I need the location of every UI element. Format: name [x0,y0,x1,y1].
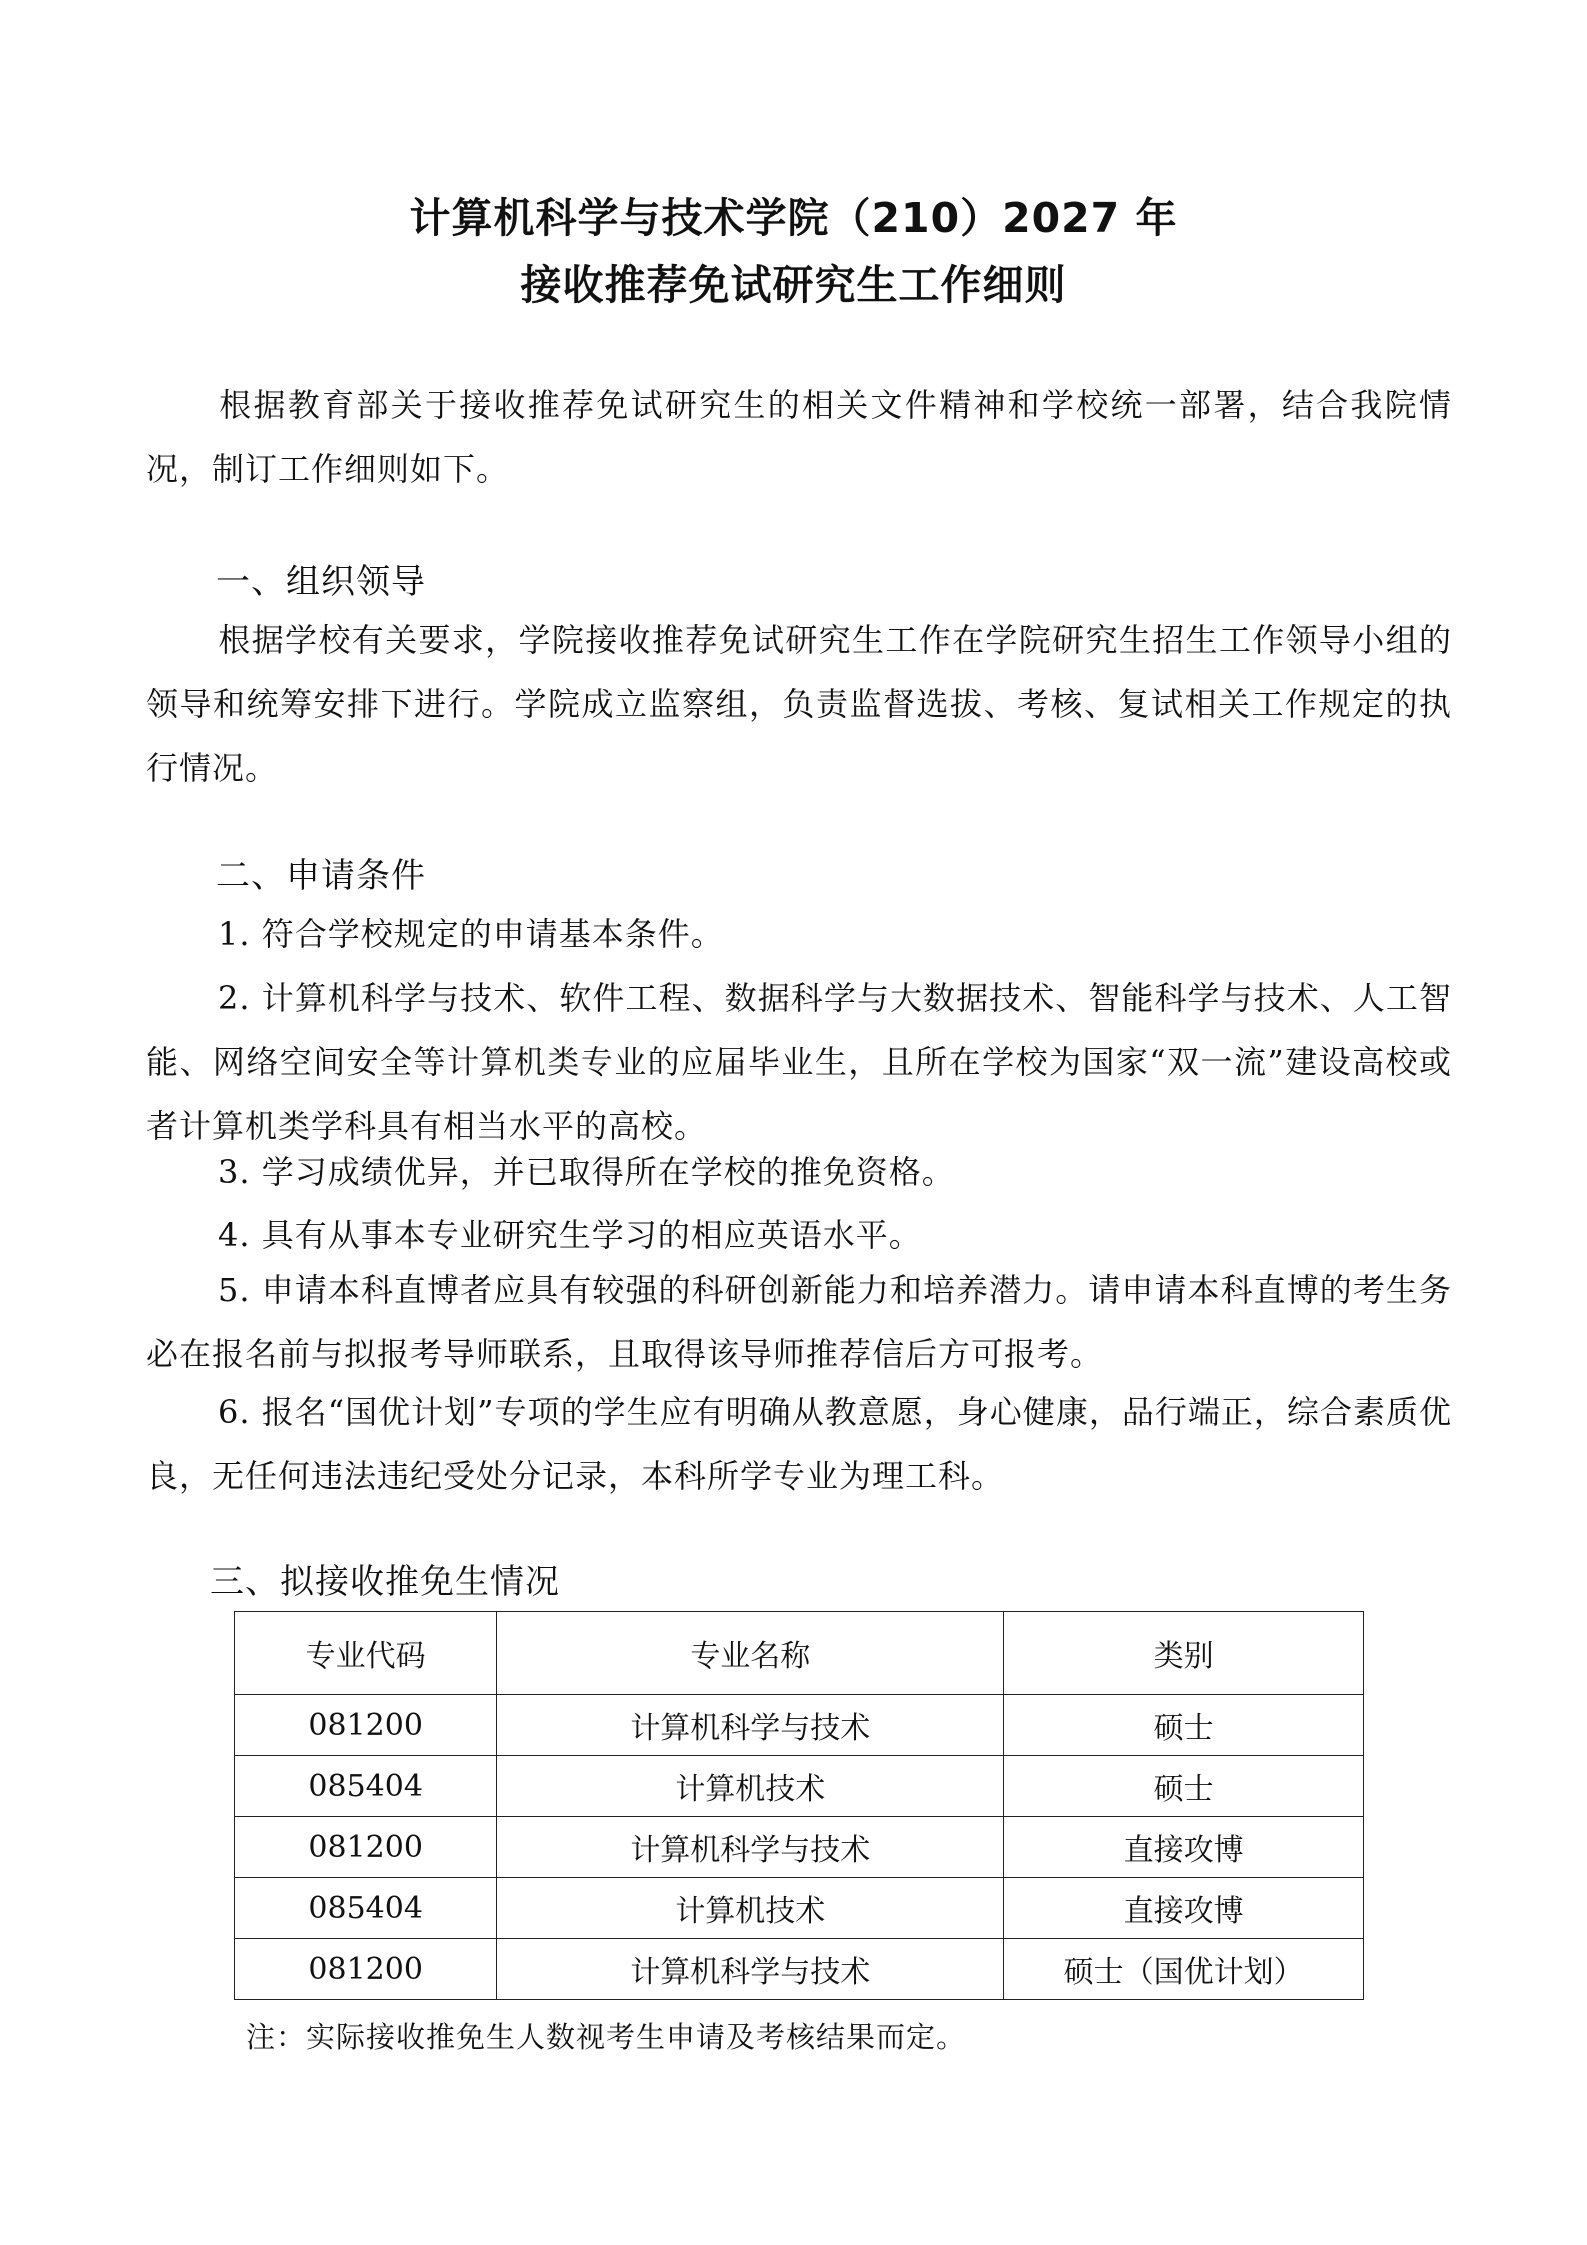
cell-category: 直接攻博 [1004,1817,1364,1878]
table-header-row [235,1612,1364,1695]
condition-item-5: 5. 申请本科直博者应具有较强的科研创新能力和培养潜力。请申请本科直博的考生务必在报名前与拟报考导师联系，且取得该导师推荐信后方可报考。 [146,1271,1452,1373]
section1-paragraph [146,608,1452,800]
cell-category: 硕士 [1004,1756,1364,1817]
cell-code: 081200 [235,1695,497,1756]
document-title-line1: 计算机科学与技术学院（210）2027 年 [409,194,1178,242]
header-major-name: 专业名称 [497,1612,1004,1695]
section1-text: 根据学校有关要求，学院接收推荐免试研究生工作在学院研究生招生工作领导小组的领导和统筹安排下进行。学院成立监察组，负责监督选拔、考核、复试相关工作规定的执行情况。 [146,621,1452,787]
cell-code: 085404 [235,1756,497,1817]
cell-name: 计算机技术 [497,1878,1004,1939]
condition-item-6: 6. 报名“国优计划”专项的学生应有明确从教意愿，身心健康，品行端正，综合素质优良，无任何违法违纪受处分记录，本科所学专业为理工科。 [146,1393,1452,1495]
condition-item-4: 4. 具有从事本专业研究生学习的相应英语水平。 [218,1216,922,1254]
cell-category: 硕士（国优计划） [1004,1939,1364,2000]
cell-code: 085404 [235,1878,497,1939]
cell-name: 计算机科学与技术 [497,1695,1004,1756]
table-row [235,1756,1364,1817]
cell-code: 081200 [235,1817,497,1878]
cell-name: 计算机科学与技术 [497,1817,1004,1878]
table-row [235,1939,1364,2000]
section3-heading: 三、拟接收推免生情况 [210,1562,560,1602]
condition-item-1: 1. 符合学校规定的申请基本条件。 [218,915,724,953]
header-major-code: 专业代码 [235,1612,497,1695]
table-row [235,1695,1364,1756]
condition-item-3: 3. 学习成绩优异，并已取得所在学校的推免资格。 [218,1153,955,1191]
table-row [235,1817,1364,1878]
cell-code: 081200 [235,1939,497,2000]
condition-item-2: 2. 计算机科学与技术、软件工程、数据科学与大数据技术、智能科学与技术、人工智能、网络空间安全等计算机类专业的应届毕业生，且所在学校为国家“双一流”建设高校或者计算机类学科具有相当水平的高校。 [146,979,1452,1145]
table-row [235,1878,1364,1939]
section1-heading: 一、组织领导 [216,562,426,602]
document-title-line2: 接收推荐免试研究生工作细则 [520,261,1067,309]
cell-category: 硕士 [1004,1695,1364,1756]
table-footnote: 注：实际接收推免生人数视考生申请及考核结果而定。 [246,2020,967,2054]
cell-category: 直接攻博 [1004,1878,1364,1939]
section2-heading: 二、申请条件 [216,856,426,896]
cell-name: 计算机技术 [497,1756,1004,1817]
intro-paragraph [146,373,1452,501]
intro-text: 根据教育部关于接收推荐免试研究生的相关文件精神和学校统一部署，结合我院情况，制订工作细则如下。 [146,386,1452,488]
quota-table [234,1611,1364,2000]
header-category: 类别 [1004,1612,1364,1695]
cell-name: 计算机科学与技术 [497,1939,1004,2000]
